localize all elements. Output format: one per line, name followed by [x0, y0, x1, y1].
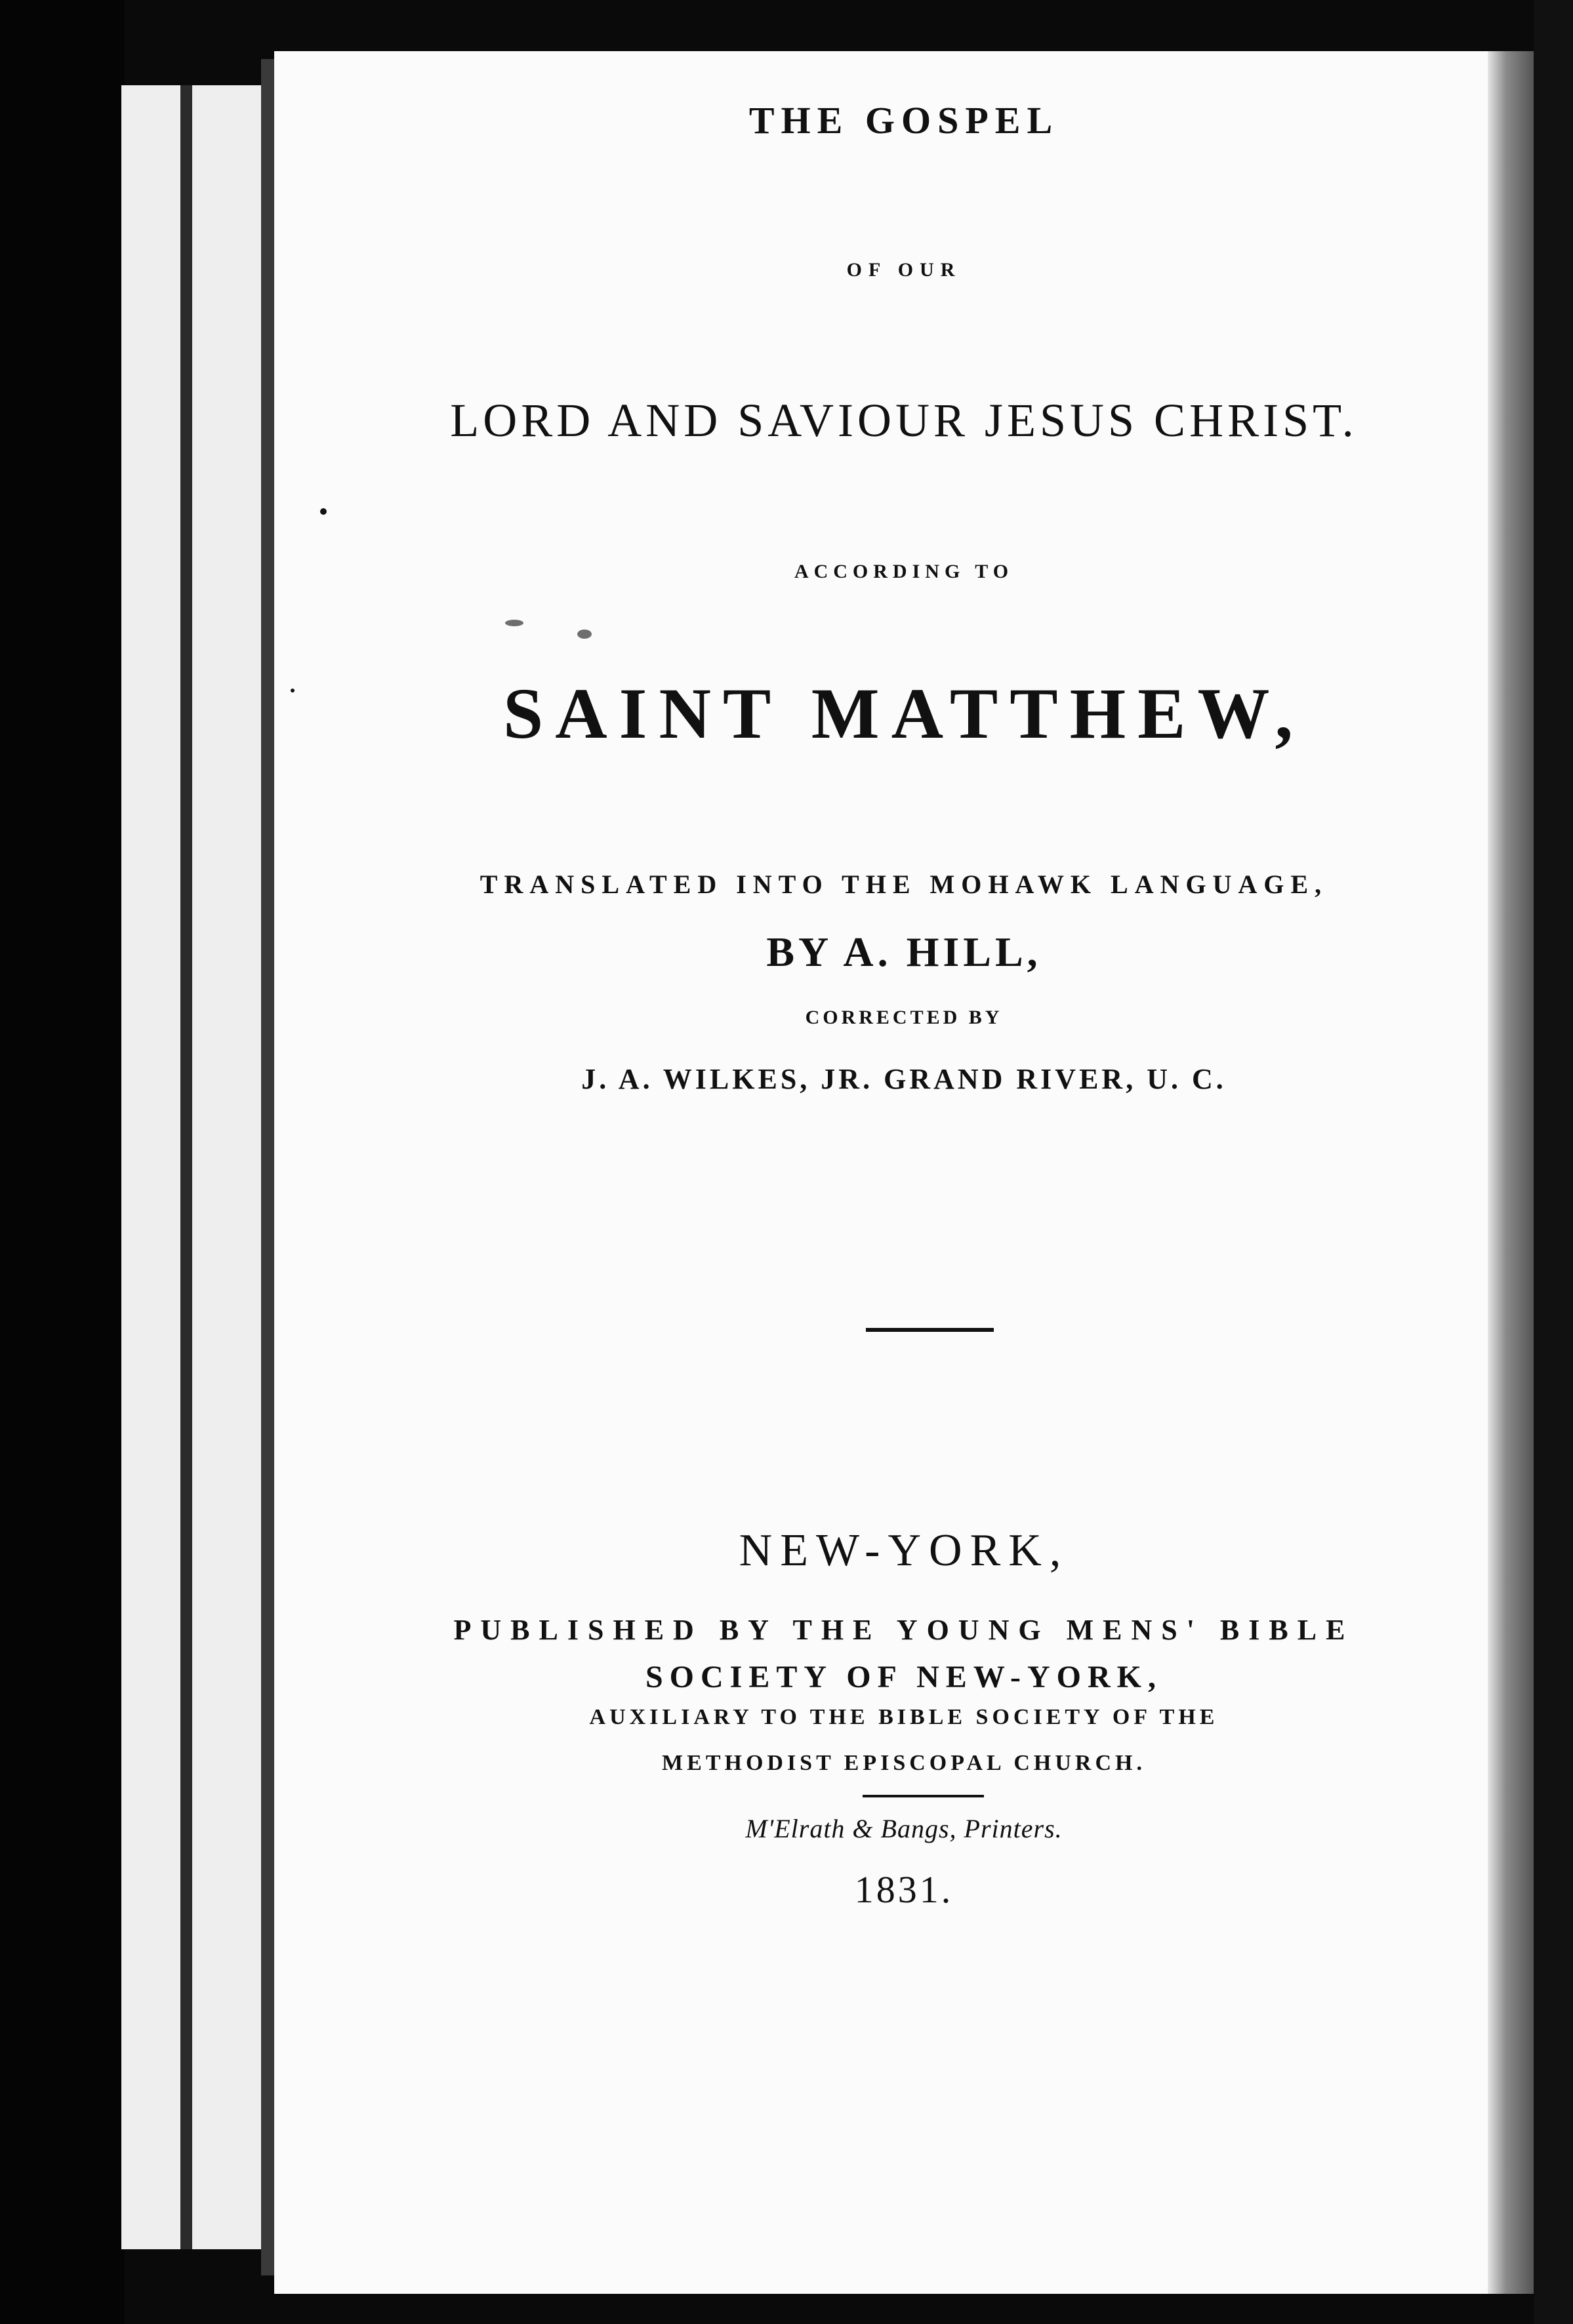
heading-lord-and-saviour: LORD AND SAVIOUR JESUS CHRIST. — [450, 394, 1358, 447]
main-title: SAINT MATTHEW, — [503, 673, 1305, 753]
scan-background-right — [1534, 0, 1573, 2324]
imprint-publisher-line-2: SOCIETY OF NEW-YORK, — [645, 1660, 1163, 1694]
corrector: J. A. WILKES, JR. GRAND RIVER, U. C. — [581, 1063, 1227, 1095]
imprint-year: 1831. — [854, 1868, 954, 1911]
heading-of-our: OF OUR — [846, 259, 962, 281]
ink-smudge — [505, 620, 523, 626]
page-gutter — [1488, 51, 1534, 2294]
heading-according-to: ACCORDING TO — [794, 561, 1014, 582]
imprint-place: NEW-YORK, — [739, 1525, 1069, 1576]
ink-speck — [291, 689, 295, 692]
translation-note: TRANSLATED INTO THE MOHAWK LANGUAGE, — [480, 870, 1328, 899]
divider-rule-small — [863, 1795, 984, 1797]
ink-speck — [320, 508, 327, 515]
corrected-by-label: CORRECTED BY — [805, 1007, 1003, 1028]
page-edge-shadow — [261, 59, 274, 2275]
scan-background-top — [0, 0, 1573, 52]
back-leaf-edge — [180, 85, 192, 2249]
back-leaf — [121, 85, 279, 2249]
title-page — [274, 51, 1534, 2294]
translator: BY A. HILL, — [766, 929, 1042, 975]
ink-smudge — [577, 630, 592, 639]
printers: M'Elrath & Bangs, Printers. — [745, 1814, 1063, 1843]
divider-rule — [866, 1328, 994, 1332]
scan-background-left — [0, 0, 125, 2324]
heading-the-gospel: THE GOSPEL — [748, 99, 1059, 142]
imprint-publisher-line-4: METHODIST EPISCOPAL CHURCH. — [662, 1751, 1146, 1775]
imprint-publisher-line-3: AUXILIARY TO THE BIBLE SOCIETY OF THE — [589, 1705, 1219, 1729]
imprint-publisher-line-1: PUBLISHED BY THE YOUNG MENS' BIBLE — [453, 1614, 1355, 1646]
